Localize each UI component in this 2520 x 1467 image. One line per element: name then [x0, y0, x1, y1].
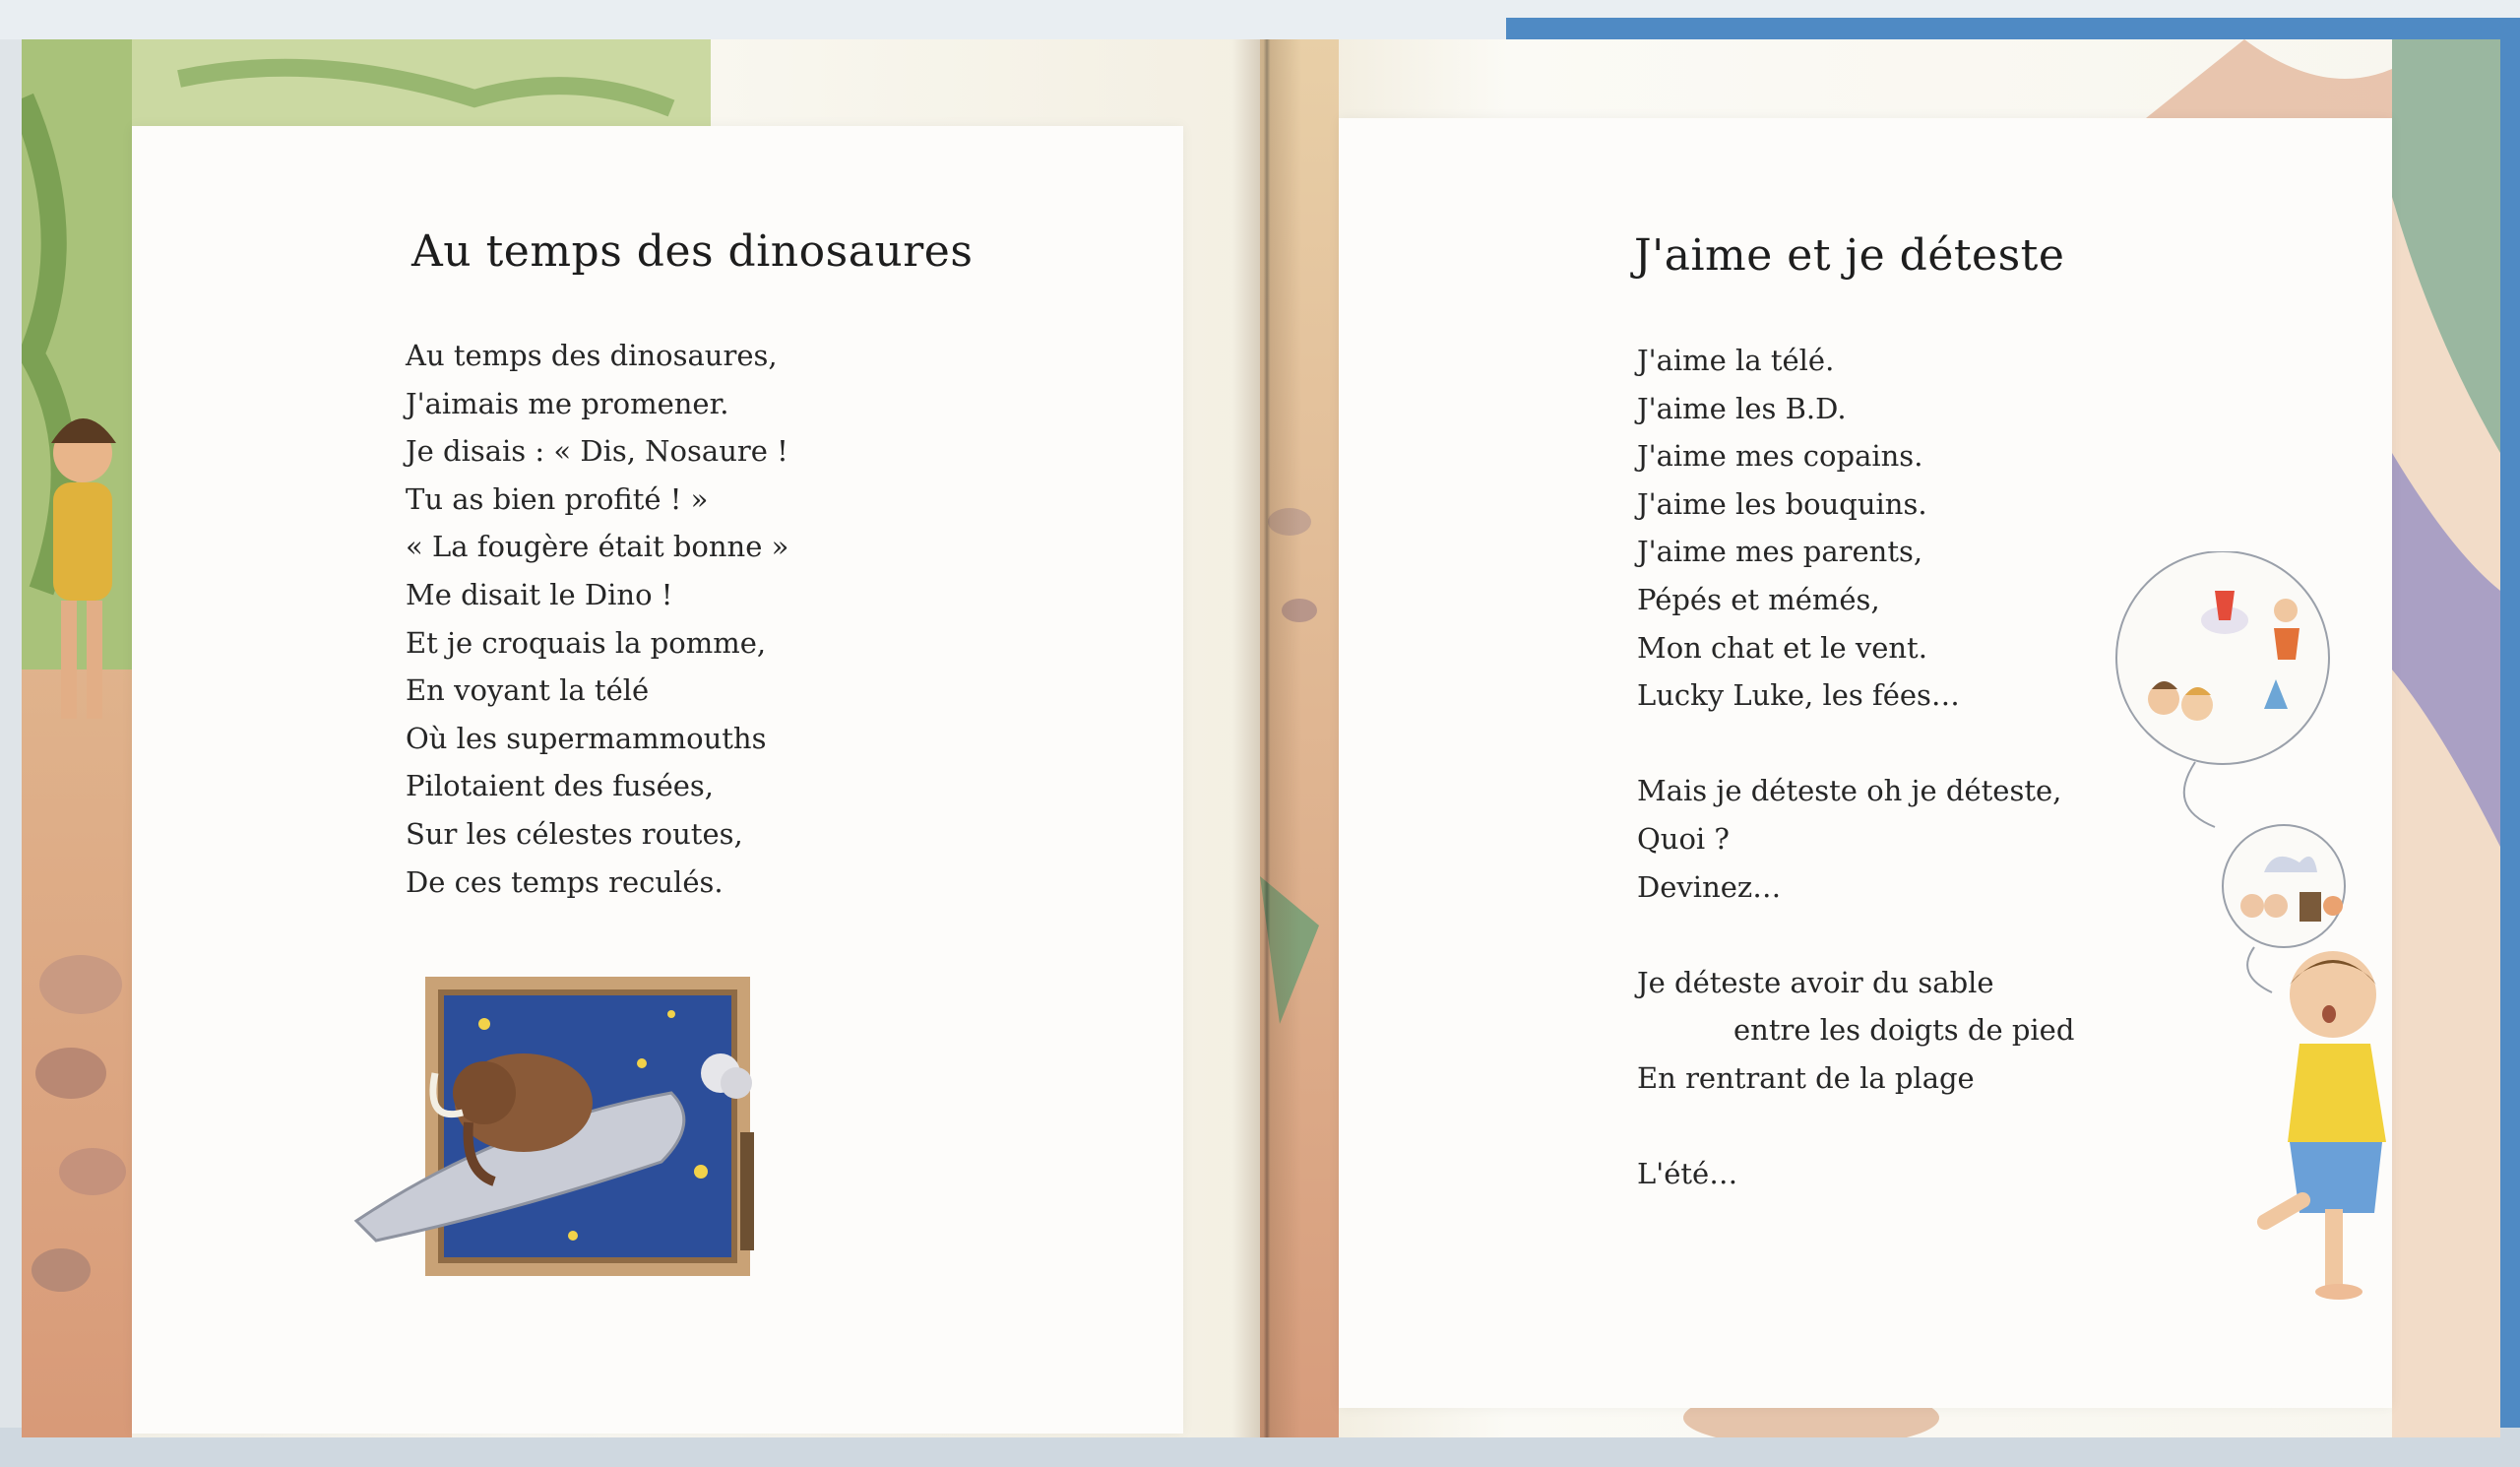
poem-line: J'aime les B.D. — [1637, 391, 1847, 425]
right-page — [1260, 39, 2500, 1437]
boy-thought-bubbles-illustration — [2107, 551, 2441, 1300]
poem-line: Quoi ? — [1637, 821, 1730, 856]
poem-line: Au temps des dinosaures, — [406, 339, 778, 372]
poem-line: J'aime la télé. — [1637, 344, 1835, 377]
poem-line: Lucky Luke, les fées… — [1637, 678, 1960, 713]
left-poem-title: Au temps des dinosaures — [411, 226, 974, 277]
book-spine — [1232, 39, 1301, 1437]
poem-line: Tu as bien profité ! » — [406, 481, 709, 516]
poem-line: L'été… — [1637, 1157, 1738, 1191]
poem-line: En voyant la télé — [406, 673, 650, 708]
poem-line: Pépés et mémés, — [1637, 582, 1880, 616]
poem-line: Mais je déteste oh je déteste, — [1637, 774, 2062, 808]
stanza-gap — [1637, 1103, 2074, 1151]
poem-line: J'aime mes copains. — [1637, 439, 1923, 474]
poem-line: Devinez… — [1637, 869, 1782, 904]
left-page — [22, 39, 1262, 1437]
right-poem-body — [1637, 337, 2074, 1198]
open-book — [22, 39, 2500, 1437]
poem-line: J'aime mes parents, — [1637, 535, 1923, 569]
poem-line: entre les doigts de pied — [1733, 1013, 2075, 1048]
right-poem-title: J'aime et je déteste — [1634, 230, 2065, 281]
poem-line: « La fougère était bonne » — [406, 530, 789, 564]
poem-line: Sur les célestes routes, — [406, 816, 743, 851]
left-poem-body — [406, 332, 788, 906]
stanza-gap — [1637, 720, 2074, 768]
poem-line: Je déteste avoir du sable — [1637, 965, 1994, 999]
poem-line: De ces temps reculés. — [406, 864, 724, 899]
poem-line: Je disais : « Dis, Nosaure ! — [406, 434, 788, 469]
poem-line: Et je croquais la pomme, — [406, 625, 767, 660]
mammoth-rocket-tv-illustration — [346, 975, 760, 1290]
poem-line: Mon chat et le vent. — [1637, 630, 1927, 665]
poem-line: Me disait le Dino ! — [406, 577, 673, 611]
poem-line: Pilotaient des fusées, — [406, 769, 714, 803]
poem-line: J'aimais me promener. — [406, 386, 729, 420]
poem-line: Où les supermammouths — [406, 721, 767, 755]
stanza-gap — [1637, 911, 2074, 959]
poem-line: J'aime les bouquins. — [1637, 486, 1927, 521]
poem-line: En rentrant de la plage — [1637, 1060, 1975, 1095]
